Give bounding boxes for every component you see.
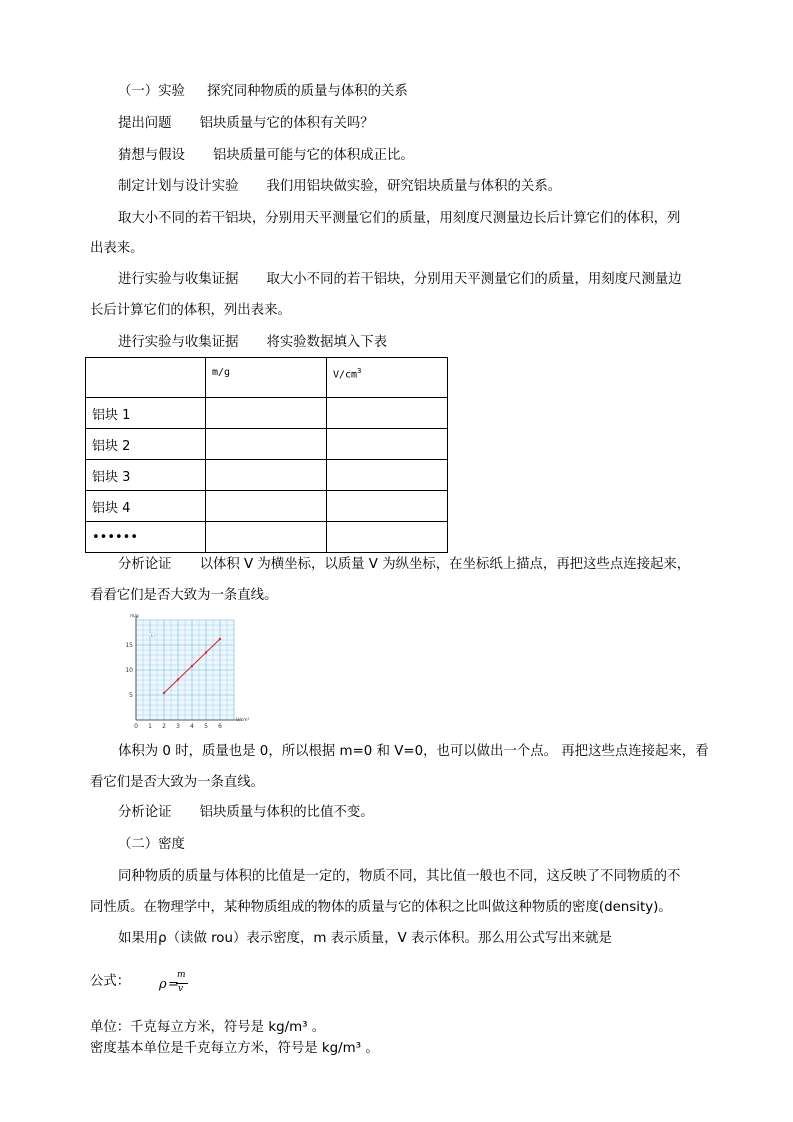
x-tick-label: 6 [218, 723, 222, 730]
section-title-experiment [118, 82, 408, 102]
formula-denominator: v [178, 984, 184, 994]
x-tick-label: 5 [204, 723, 208, 730]
hypothesis-label: 猜想与假设 [118, 148, 185, 163]
formula-rho: ρ [159, 977, 167, 992]
y-tick-label: 15 [125, 642, 133, 649]
experiment-text: 取大小不同的若干铝块，分别用天平测量它们的质量，用刻度尺测量边 [266, 272, 682, 287]
paragraph-1-line-1: 取大小不同的若干铝块，分别用天平测量它们的质量，用刻度尺测量边长后计算它们的体积，列 [118, 211, 681, 226]
analysis-label: 分析论证 [118, 557, 172, 572]
table-header-row [86, 358, 448, 398]
formula-equals: = [168, 977, 179, 992]
table-cell[interactable] [206, 429, 327, 460]
section-title-density: （二）密度 [118, 837, 185, 852]
paragraph-4-line-1: 如果用ρ（读做 rou）表示密度，m 表示质量，V 表示体积。那么用公式写出来就是 [118, 931, 612, 946]
table-cell[interactable] [327, 491, 448, 522]
table-header-cell [86, 358, 206, 398]
x-tick-label: 0 [134, 723, 138, 730]
analysis-line-2 [118, 803, 374, 823]
experiment-line-1-cont: 长后计算它们的体积，列出表来。 [90, 303, 291, 318]
table-row-label: 铝块 4 [86, 491, 206, 522]
paragraph-3-line-2: 同性质。在物理学中，某种物质组成的物体的质量与它的体积之比叫做这种物质的密度(density)。 [90, 900, 672, 915]
x-tick-label: 4 [190, 723, 194, 730]
data-point [163, 692, 165, 694]
table-cell[interactable] [206, 460, 327, 491]
table-cell[interactable] [327, 398, 448, 429]
table-row-label: 铝块 2 [86, 429, 206, 460]
annotation-text: + [150, 632, 154, 638]
paragraph-3-line-1: 同种物质的质量与体积的比值是一定的，物质不同，其比值一般也不同，这反映了不同物质的不 [118, 869, 681, 884]
hypothesis-text: 铝块质量可能与它的体积成正比。 [212, 148, 414, 163]
data-point [219, 638, 221, 640]
formula-label: 公式： [90, 974, 131, 989]
experiment-text-2: 将实验数据填入下表 [266, 335, 388, 350]
x-axis-label: V/cm³ [236, 718, 250, 723]
section-title-text: 探究同种物质的质量与体积的关系 [206, 84, 408, 99]
plan-label: 制定计划与设计实验 [118, 179, 239, 194]
paragraph-2-line-1: 体积为 0 时，质量也是 0，所以根据 m=0 和 V=0，也可以做出一个点。 再把这些点连接起来，看 [118, 744, 709, 759]
y-axis-label: m/g [130, 614, 139, 619]
table-cell[interactable] [206, 491, 327, 522]
table-header-mass: m/g [206, 358, 327, 398]
volume-unit: V/cm [333, 369, 358, 381]
table-row-label: 铝块 3 [86, 460, 206, 491]
formula-numerator: m [177, 970, 186, 980]
table-row [86, 429, 448, 460]
experiment-label: 进行实验与收集证据 [118, 272, 239, 287]
table-cell[interactable] [206, 398, 327, 429]
table-cell[interactable] [327, 429, 448, 460]
table-cell[interactable] [327, 460, 448, 491]
question-text: 铝块质量与它的体积有关吗？ [199, 116, 374, 131]
section-number: （一）实验 [118, 84, 185, 99]
plan-line [118, 177, 561, 197]
y-tick-label: 5 [129, 692, 133, 699]
paragraph-1-line-2: 出表来。 [90, 241, 144, 256]
table-row-label: 铝块 1 [86, 398, 206, 429]
experiment-line-2 [118, 333, 387, 353]
unit-line-2: 密度基本单位是千克每立方米，符号是 kg/m³ 。 [90, 1041, 379, 1056]
analysis-text: 以体积 V 为横坐标，以质量 V 为纵坐标，在坐标纸上描点，再把这些点连接起来， [199, 557, 691, 572]
question-line [118, 114, 374, 134]
table-row-label: •••••• [86, 522, 206, 553]
hypothesis-line [118, 146, 414, 166]
table-cell[interactable] [327, 522, 448, 553]
table-row [86, 491, 448, 522]
table-row [86, 398, 448, 429]
paragraph-2-line-2: 看它们是否大致为一条直线。 [90, 775, 265, 790]
analysis-label-2: 分析论证 [118, 805, 172, 820]
table-header-volume [327, 358, 448, 398]
x-tick-label: 1 [148, 723, 152, 730]
volume-unit-exponent: 3 [357, 367, 362, 375]
x-tick-label: 3 [176, 723, 180, 730]
table-row [86, 460, 448, 491]
question-label: 提出问题 [118, 116, 172, 131]
table-cell[interactable] [206, 522, 327, 553]
analysis-text-2: 铝块质量与体积的比值不变。 [199, 805, 374, 820]
experiment-label-2: 进行实验与收集证据 [118, 335, 239, 350]
data-point [205, 651, 207, 653]
plan-text: 我们用铝块做实验，研究铝块质量与体积的关系。 [266, 179, 562, 194]
unit-line-1: 单位：千克每立方米，符号是 kg/m³ 。 [90, 1020, 326, 1035]
x-tick-label: 2 [162, 723, 166, 730]
table-row [86, 522, 448, 553]
data-point [191, 665, 193, 667]
experiment-line-1 [118, 270, 682, 290]
y-tick-label: 10 [125, 667, 133, 674]
mass-volume-chart [116, 612, 266, 734]
data-table [85, 357, 448, 553]
analysis-line-1-cont: 看看它们是否大致为一条直线。 [90, 588, 278, 603]
analysis-line-1 [118, 555, 690, 575]
data-point [177, 678, 179, 680]
